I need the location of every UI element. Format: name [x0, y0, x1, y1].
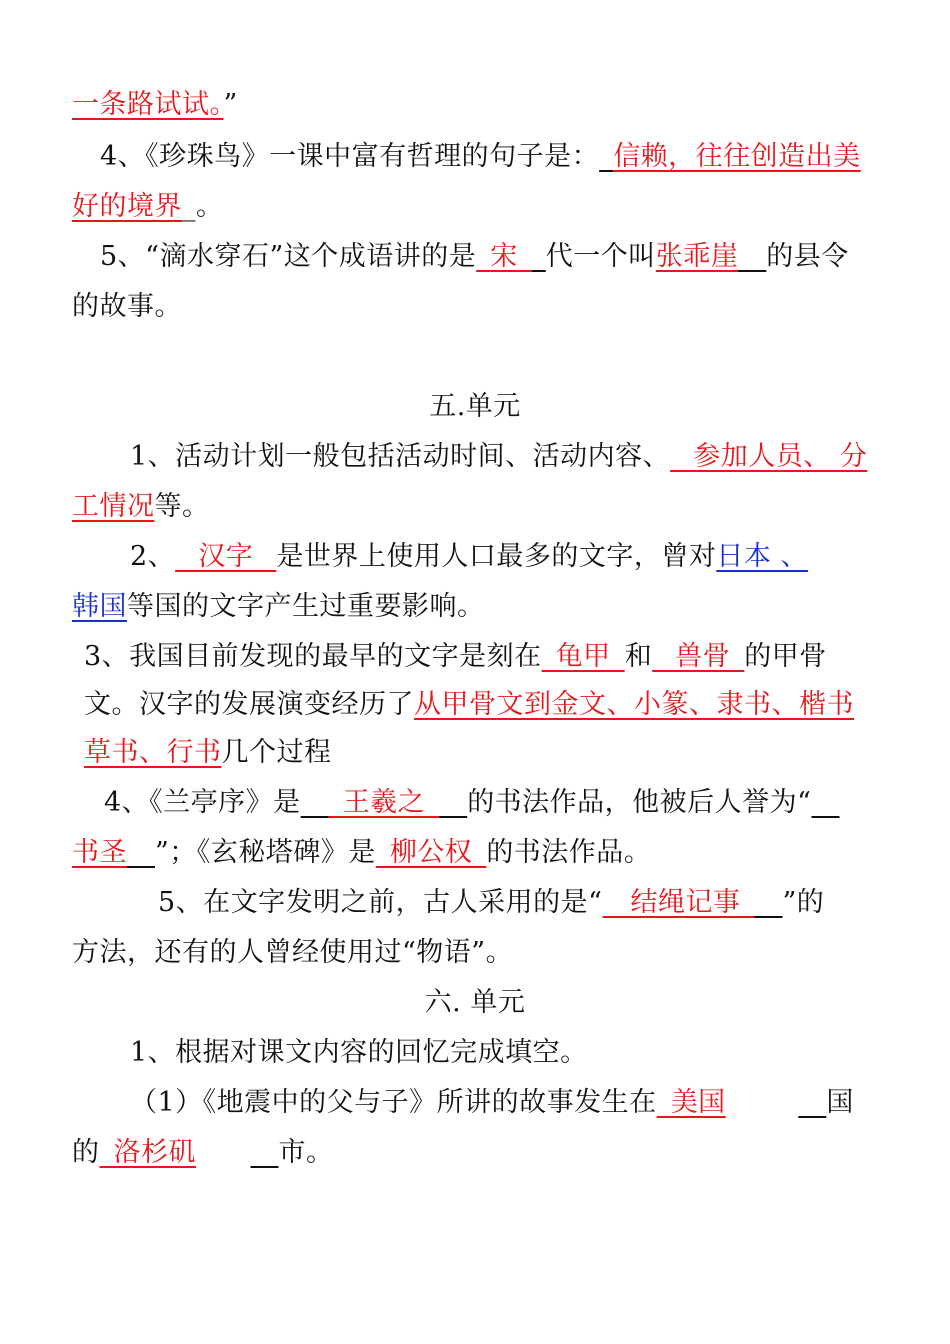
question-text: （1）《地震中的父与子》所讲的故事发生在 [130, 1087, 657, 1118]
text: ”的 [782, 887, 825, 918]
text: 是世界上使用人口最多的文字，曾对 [276, 541, 717, 572]
question-text: 2、 [130, 541, 176, 572]
text: 的县令 [766, 241, 849, 272]
unit5-item5 [158, 886, 824, 920]
unit5-item2-cont [72, 590, 485, 624]
text: 等国的文字产生过重要影响。 [127, 591, 485, 622]
text: 的甲骨 [744, 641, 827, 672]
blank: __ [754, 887, 783, 918]
text: 代一个叫 [545, 241, 656, 272]
text: 几个过程 [221, 737, 332, 768]
text: ” [223, 89, 238, 120]
blank: __ [738, 241, 767, 272]
answer-text: 信赖，往往创造出美 [613, 141, 861, 172]
question-text: 3、我国目前发现的最早的文字是刻在 [84, 641, 542, 672]
text: 的故事。 [72, 291, 182, 322]
question-text: 4、《珍珠鸟》一课中富有哲理的句子是： [100, 141, 600, 172]
answer-text: _洛杉矶 [99, 1137, 196, 1168]
question-4-cont [72, 190, 224, 224]
answer-text: _ 兽骨_ [652, 641, 745, 672]
question-5-cont [72, 290, 182, 324]
question-5 [100, 240, 849, 274]
text: 方法，还有的人曾经使用过“物语”。 [72, 937, 514, 968]
text: 等。 [154, 491, 210, 522]
text: 国 [826, 1087, 854, 1118]
answer-text: 张乖崖 [655, 241, 739, 272]
text-line [72, 88, 238, 122]
answer-text: 好的境界 [72, 191, 182, 222]
answer-text: 韩国 [72, 591, 127, 622]
unit5-item3 [84, 640, 827, 674]
blank: __ [250, 1137, 279, 1168]
blank: __ [439, 787, 468, 818]
text: ”；《玄秘塔碑》是 [155, 837, 376, 868]
unit5-item5-cont [72, 936, 513, 970]
question-text: 5、在文字发明之前，古人采用的是“ [158, 887, 603, 918]
blank: __ [300, 787, 329, 818]
answer-text: __结绳记事_ [602, 887, 755, 918]
unit5-item3-cont2 [84, 736, 332, 770]
unit5-item1 [130, 440, 867, 474]
answer-text: _柳公权_ [375, 837, 487, 868]
text: 的书法作品，他被后人誉为“ [467, 787, 812, 818]
unit6-item1: 1、根据对课文内容的回忆完成填空。 [130, 1037, 588, 1068]
unit5-item4 [104, 786, 840, 820]
section-title-unit6: 六. 单元 [424, 987, 526, 1018]
text: 的书法作品。 [486, 837, 652, 868]
question-4 [100, 140, 861, 174]
answer-text: 一条路试试。 [72, 89, 224, 120]
answer-text: _宋_ [476, 241, 532, 272]
spacer [726, 1087, 799, 1118]
answer-text: _ 汉字 _ [175, 541, 277, 572]
text: _。 [182, 191, 224, 222]
spacer [196, 1137, 251, 1168]
unit6-sub1 [130, 1086, 854, 1120]
question-text: 5、“滴水穿石”这个成语讲的是 [100, 241, 477, 272]
answer-text: 日本 、 [716, 541, 808, 572]
blank: __ [127, 837, 155, 868]
answer-text: _ 参加人员、 分 [670, 441, 868, 472]
answer-text: 草书、行书 [84, 737, 222, 768]
blank: __ [811, 787, 840, 818]
answer-text: _美国 [656, 1087, 726, 1118]
unit5-item3-cont [84, 688, 854, 722]
text: 和 [624, 641, 653, 672]
unit5-item1-cont [72, 490, 210, 524]
blank: __ [798, 1087, 827, 1118]
answer-text: 书圣 [72, 837, 127, 868]
blank: _ [531, 241, 546, 272]
answer-text: 从甲骨文到金文、小篆、隶书、楷书 [414, 689, 854, 720]
answer-text: _龟甲_ [541, 641, 625, 672]
unit6-sub1-cont [72, 1136, 334, 1170]
answer-text: 工情况 [72, 491, 155, 522]
unit5-item4-cont [72, 836, 651, 870]
text: 的 [72, 1137, 100, 1168]
answer-text: _王羲之_ [328, 787, 440, 818]
question-text: 1、活动计划一般包括活动时间、活动内容、 [130, 441, 671, 472]
question-text: 4、《兰亭序》是 [104, 787, 301, 818]
unit5-item2 [130, 540, 808, 574]
section-title-unit5: 五.单元 [429, 391, 521, 422]
blank: _ [599, 141, 614, 172]
text: 文。汉字的发展演变经历了 [84, 689, 414, 720]
text: 市。 [278, 1137, 334, 1168]
